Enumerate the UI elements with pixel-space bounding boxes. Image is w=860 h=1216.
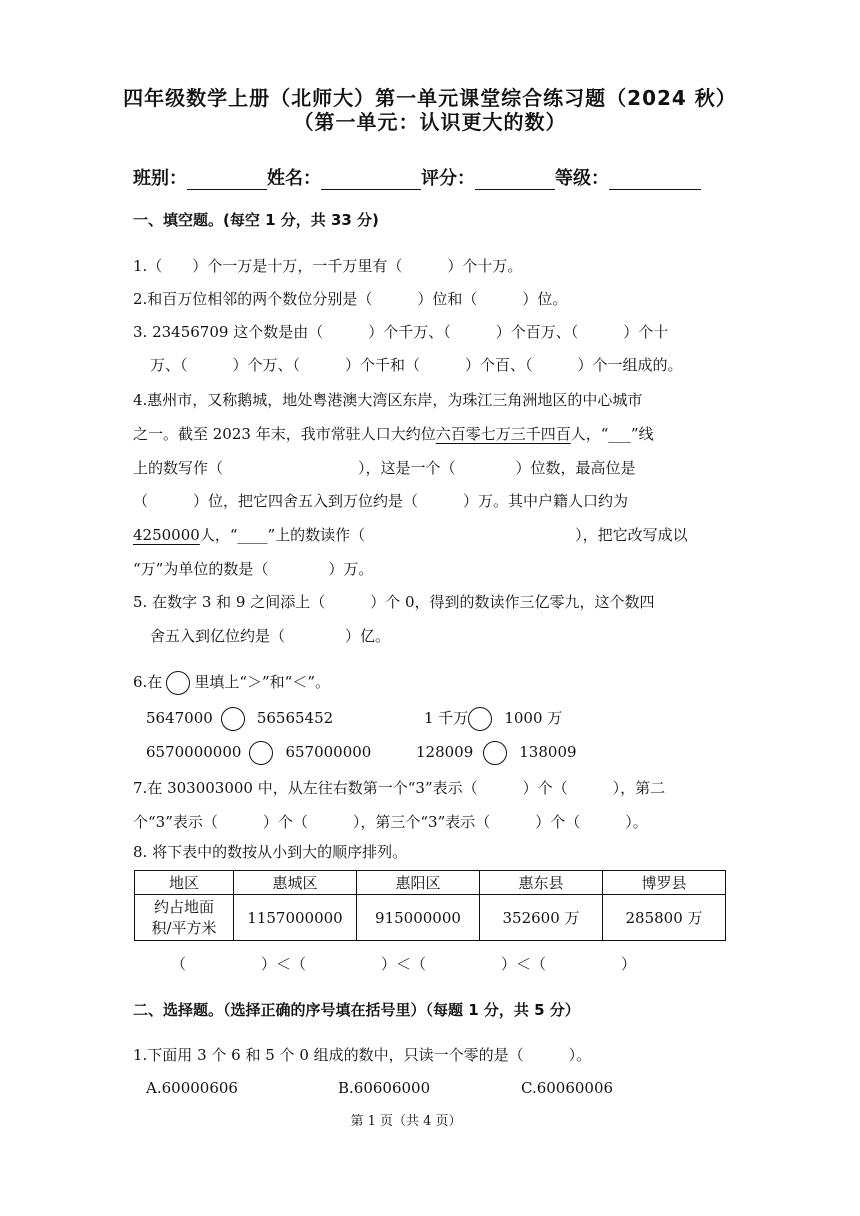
compare-circle[interactable] bbox=[221, 707, 245, 731]
compare-circle[interactable] bbox=[483, 741, 507, 765]
option-a: A.60000606 bbox=[146, 1079, 238, 1097]
table-header-cell: 惠城区 bbox=[234, 871, 357, 895]
compare-item-2 bbox=[424, 707, 562, 731]
table-cell: 1157000000 bbox=[234, 895, 357, 941]
question-4-line3: 上的数写作（ ），这是一个（ ）位数，最高位是 bbox=[133, 459, 636, 477]
table-header-row bbox=[135, 871, 726, 895]
section1-title: 一、填空题。(每空 1 分，共 33 分) bbox=[133, 211, 379, 229]
compare-right: 138009 bbox=[519, 743, 577, 761]
grade-blank[interactable] bbox=[609, 171, 701, 190]
compare-circle[interactable] bbox=[468, 707, 492, 731]
row-label-line2: 积/平方米 bbox=[151, 918, 217, 937]
question-4-line6: “万”为单位的数是（ ）万。 bbox=[133, 560, 374, 578]
section2-question-1: 1.下面用 3 个 6 和 5 个 0 组成的数中，只读一个零的是（ ）。 bbox=[133, 1046, 592, 1064]
score-blank[interactable] bbox=[475, 171, 555, 190]
q4-line5-text: 人，“____”上的数读作（ ），把它改写成以 bbox=[199, 526, 688, 544]
name-blank[interactable] bbox=[321, 171, 421, 190]
compare-left: 1 千万 bbox=[424, 709, 469, 727]
option-b: B.60606000 bbox=[338, 1079, 431, 1097]
question-4-line2 bbox=[133, 424, 654, 444]
q4-text-pre: 之一。截至 2023 年末，我市常驻人口大约位 bbox=[133, 425, 436, 443]
area-table bbox=[134, 870, 726, 941]
name-label: 姓名： bbox=[267, 168, 321, 189]
table-cell: 285800 万 bbox=[603, 895, 726, 941]
grade-label: 等级： bbox=[555, 168, 609, 189]
table-cell: 352600 万 bbox=[480, 895, 603, 941]
question-5-line2: 舍五入到亿位约是（ ）亿。 bbox=[150, 627, 391, 645]
score-label: 评分： bbox=[421, 168, 475, 189]
table-row bbox=[135, 895, 726, 941]
table-header-cell: 惠阳区 bbox=[357, 871, 480, 895]
question-4-line1: 4.惠州市，又称鹅城，地处粤港澳大湾区东岸，为珠江三角洲地区的中心城市 bbox=[133, 391, 643, 409]
table-row-label bbox=[135, 895, 234, 941]
q6-pre: 6.在 bbox=[133, 673, 163, 691]
q6-post: 里填上“＞”和“＜”。 bbox=[194, 673, 330, 691]
q4-underlined-4250000: 4250000 bbox=[133, 526, 200, 544]
q4-underlined-number: 六百零七万三千四百 bbox=[435, 425, 571, 443]
table-header-cell: 惠东县 bbox=[480, 871, 603, 895]
question-6 bbox=[133, 671, 330, 695]
compare-item-1 bbox=[146, 707, 333, 731]
class-label: 班别： bbox=[133, 168, 187, 189]
document-subtitle: （第一单元：认识更大的数） bbox=[293, 110, 567, 134]
question-8: 8. 将下表中的数按从小到大的顺序排列。 bbox=[133, 843, 408, 861]
question-3-line1: 3. 23456709 这个数是由（ ）个千万、（ ）个百万、（ ）个十 bbox=[133, 323, 669, 341]
question-7-line1: 7.在 303003000 中，从左往右数第一个“3”表示（ ）个（ ），第二 bbox=[133, 779, 666, 797]
question-2: 2.和百万位相邻的两个数位分别是（ ）位和（ ）位。 bbox=[133, 290, 568, 308]
question-3-line2: 万、（ ）个万、（ ）个千和（ ）个百、（ ）个一组成的。 bbox=[150, 356, 683, 374]
circle-icon bbox=[166, 671, 190, 695]
table-cell: 915000000 bbox=[357, 895, 480, 941]
student-info-row bbox=[133, 164, 701, 190]
compare-item-3 bbox=[146, 741, 371, 765]
row-label-line1: 约占地面 bbox=[153, 897, 214, 916]
compare-circle[interactable] bbox=[249, 741, 273, 765]
question-7-line2: 个“3”表示（ ）个（ ），第三个“3”表示（ ）个（ ）。 bbox=[133, 813, 648, 831]
question-4-line4: （ ）位，把它四舍五入到万位约是（ ）万。其中户籍人口约为 bbox=[133, 492, 629, 510]
section2-title: 二、选择题。（选择正确的序号填在括号里）（每题 1 分，共 5 分） bbox=[133, 1001, 580, 1019]
table-header-cell: 地区 bbox=[135, 871, 234, 895]
compare-left: 128009 bbox=[416, 743, 474, 761]
document-title: 四年级数学上册（北师大）第一单元课堂综合练习题（2024 秋） bbox=[123, 86, 737, 110]
compare-left: 6570000000 bbox=[146, 743, 242, 761]
compare-item-4 bbox=[416, 741, 577, 765]
q4-text-post: 人，“___”线 bbox=[570, 425, 654, 443]
page-footer: 第 1 页（共 4 页） bbox=[350, 1114, 462, 1129]
question-5-line1: 5. 在数字 3 和 9 之间添上（ ）个 0，得到的数读作三亿零九，这个数四 bbox=[133, 593, 655, 611]
compare-left: 5647000 bbox=[146, 709, 213, 727]
compare-right: 657000000 bbox=[285, 743, 372, 761]
table-header-cell: 博罗县 bbox=[603, 871, 726, 895]
question-1: 1.（ ）个一万是十万，一千万里有（ ）个十万。 bbox=[133, 257, 523, 275]
question-4-line5 bbox=[133, 525, 688, 545]
compare-right: 1000 万 bbox=[504, 709, 563, 727]
compare-right: 56565452 bbox=[256, 709, 334, 727]
order-answer-line: （ ）＜（ ）＜（ ）＜（ ） bbox=[171, 955, 637, 973]
class-blank[interactable] bbox=[187, 171, 267, 190]
option-c: C.60060006 bbox=[521, 1079, 614, 1097]
